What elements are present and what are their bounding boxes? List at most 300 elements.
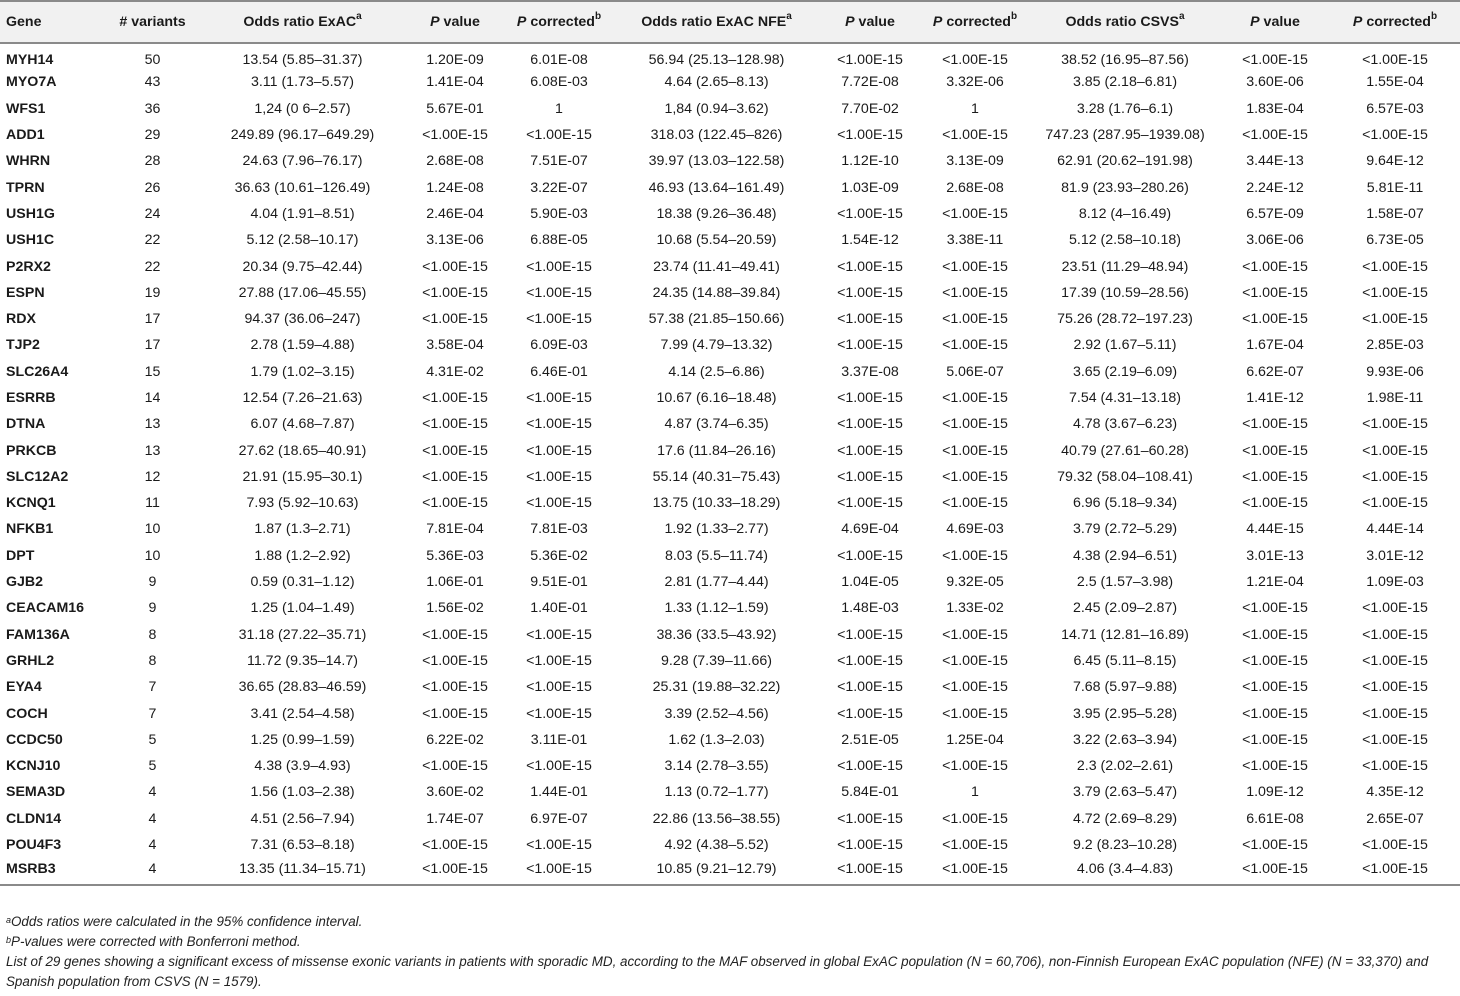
cell-p-corrected-exac: 7.51E-07 [530, 153, 588, 170]
cell-gene: KCNQ1 [6, 495, 56, 512]
header-variants: # variants [105, 1, 200, 43]
cell-p-corrected-csvs: <1.00E-15 [1362, 258, 1428, 275]
table-row [0, 464, 1460, 490]
cell-p-value-exac: 1.41E-04 [426, 74, 484, 91]
table-row [0, 516, 1460, 542]
cell-p-corrected-exac: 3.22E-07 [530, 179, 588, 196]
cell-p-corrected-nfe: 1 [971, 784, 979, 801]
table-row [0, 806, 1460, 832]
cell-p-value-nfe: 1.48E-03 [841, 600, 899, 617]
table-row [0, 43, 1460, 69]
cell-or-exac: 4.04 (1.91–8.51) [250, 205, 355, 222]
cell-or-exac: 1.79 (1.02–3.15) [250, 363, 355, 380]
cell-p-corrected-nfe: 4.69E-03 [946, 521, 1004, 538]
cell-p-corrected-exac: <1.00E-15 [526, 837, 592, 854]
cell-p-corrected-csvs: 2.85E-03 [1366, 337, 1424, 354]
header-p-rest: corrected [942, 14, 1011, 30]
cell-variants: 24 [144, 205, 161, 222]
cell-p-value-exac: <1.00E-15 [422, 442, 488, 459]
cell-p-corrected-exac: 7.81E-03 [530, 521, 588, 538]
cell-p-corrected-nfe: <1.00E-15 [942, 758, 1008, 775]
cell-p-value-nfe: 7.72E-08 [841, 74, 899, 91]
cell-p-value-exac: <1.00E-15 [422, 468, 488, 485]
cell-or-nfe: 13.75 (10.33–18.29) [652, 495, 781, 512]
cell-p-corrected-csvs: 1.58E-07 [1366, 205, 1424, 222]
cell-gene: DTNA [6, 416, 46, 433]
cell-p-value-csvs: <1.00E-15 [1242, 758, 1308, 775]
cell-gene: MSRB3 [0, 858, 105, 884]
table-row [0, 201, 1460, 227]
cell-or-exac: 94.37 (36.06–247) [244, 311, 361, 328]
table-row [0, 727, 1460, 753]
cell-or-exac: 36.63 (10.61–126.49) [234, 179, 371, 196]
cell-or-exac: 4.51 (2.56–7.94) [250, 810, 355, 827]
cell-p-value-exac: <1.00E-15 [422, 652, 488, 669]
cell-p-corrected-csvs: <1.00E-15 [1362, 442, 1428, 459]
cell-p-value-exac: <1.00E-15 [422, 705, 488, 722]
cell-p-value-exac: 7.81E-04 [426, 521, 484, 538]
table-row [0, 253, 1460, 279]
cell-or-csvs: 8.12 (4–16.49) [1078, 205, 1172, 222]
cell-or-csvs: 2.3 (2.02–2.61) [1076, 758, 1174, 775]
footnote-a-text: Odds ratios were calculated in the 95% confidence interval. [11, 914, 363, 929]
cell-p-value-exac: <1.00E-15 [422, 679, 488, 696]
cell-or-nfe: 25.31 (19.88–32.22) [652, 679, 781, 696]
table-row [0, 69, 1460, 95]
cell-p-corrected-nfe: <1.00E-15 [942, 205, 1008, 222]
cell-p-value-exac: 2.68E-08 [426, 153, 484, 170]
cell-p-value-csvs: <1.00E-15 [1242, 416, 1308, 433]
cell-p-corrected-csvs: <1.00E-15 [1362, 705, 1428, 722]
cell-p-corrected-csvs: <1.00E-15 [1362, 51, 1428, 68]
cell-p-corrected-exac: <1.00E-15 [526, 416, 592, 433]
cell-p-value-exac: 1.20E-09 [426, 51, 484, 68]
cell-or-nfe: 3.39 (2.52–4.56) [664, 705, 769, 722]
cell-gene: EYA4 [6, 679, 42, 696]
cell-or-nfe: 55.14 (40.31–75.43) [652, 468, 781, 485]
cell-or-nfe: 3.14 (2.78–3.55) [664, 758, 769, 775]
cell-or-csvs: 14.71 (12.81–16.89) [1061, 626, 1189, 643]
cell-p-corrected-exac: 3.11E-01 [530, 731, 588, 748]
cell-p-value-nfe: <1.00E-15 [837, 51, 903, 68]
table-row [0, 122, 1460, 148]
cell-p-corrected-nfe: <1.00E-15 [942, 652, 1008, 669]
cell-p-corrected-nfe: <1.00E-15 [942, 390, 1008, 406]
cell-p-corrected-exac: 9.51E-01 [530, 574, 588, 591]
cell-or-csvs: 3.28 (1.76–6.1) [1076, 100, 1174, 117]
cell-gene: POU4F3 [6, 837, 62, 854]
footnote-mark: b [1010, 11, 1018, 22]
table-body [0, 43, 1460, 885]
cell-p-value-nfe: 2.51E-05 [841, 731, 899, 748]
cell-variants: 36 [144, 100, 161, 117]
cell-or-csvs: 4.06 (3.4–4.83) [1030, 858, 1220, 884]
cell-p-value-csvs: 1.83E-04 [1246, 100, 1304, 117]
table-footnotes [6, 912, 1456, 992]
cell-p-corrected-nfe: <1.00E-15 [942, 468, 1008, 485]
cell-p-value-nfe: 1.54E-12 [841, 232, 899, 249]
cell-p-value-csvs: <1.00E-15 [1242, 127, 1308, 144]
cell-or-nfe: 22.86 (13.56–38.55) [652, 810, 781, 827]
cell-p-corrected-csvs: <1.00E-15 [1330, 858, 1460, 884]
cell-p-corrected-nfe: <1.00E-15 [942, 258, 1008, 275]
header-p-rest: value [1259, 14, 1300, 30]
cell-gene: DPT [6, 547, 35, 564]
table-header [0, 1, 1460, 43]
cell-or-exac: 11.72 (9.35–14.7) [247, 652, 358, 669]
header-p-letter: P [932, 14, 943, 30]
cell-or-csvs: 3.85 (2.18–6.81) [1072, 74, 1178, 91]
table-row [0, 674, 1460, 700]
cell-p-corrected-exac: 1 [555, 100, 563, 117]
footnote-mark: b [6, 935, 12, 945]
cell-p-value-csvs: <1.00E-15 [1242, 442, 1308, 459]
cell-p-corrected-csvs: 4.44E-14 [1366, 521, 1424, 538]
header-p-corrected-nfe [920, 1, 1030, 43]
table-row [0, 174, 1460, 200]
cell-gene: USH1G [6, 205, 55, 222]
cell-or-exac: 21.91 (15.95–30.1) [242, 468, 363, 485]
cell-p-corrected-nfe: <1.00E-15 [942, 442, 1008, 459]
cell-variants: 22 [144, 232, 161, 249]
header-row [0, 1, 1460, 43]
cell-variants: 4 [105, 858, 200, 884]
cell-variants: 11 [145, 495, 160, 512]
cell-p-corrected-exac: 6.08E-03 [530, 74, 588, 91]
cell-p-corrected-csvs: <1.00E-15 [1362, 495, 1428, 512]
cell-p-corrected-nfe: 2.68E-08 [946, 179, 1004, 196]
cell-or-csvs: 75.26 (28.72–197.23) [1057, 311, 1193, 328]
cell-p-value-nfe: <1.00E-15 [837, 127, 903, 144]
cell-p-corrected-csvs: 9.64E-12 [1366, 153, 1424, 170]
cell-variants: 7 [148, 705, 157, 722]
cell-gene: GJB2 [6, 574, 44, 591]
cell-or-exac: 1.25 (0.99–1.59) [250, 731, 355, 748]
cell-or-exac: 249.89 (96.17–649.29) [230, 127, 375, 144]
cell-variants: 22 [144, 258, 161, 275]
cell-variants: 10 [144, 547, 161, 564]
cell-p-corrected-csvs: <1.00E-15 [1362, 127, 1428, 144]
cell-or-nfe: 46.93 (13.64–161.49) [648, 179, 785, 196]
cell-p-corrected-nfe: <1.00E-15 [942, 284, 1008, 301]
cell-p-value-csvs: 2.24E-12 [1246, 179, 1304, 196]
cell-gene: MYH14 [6, 51, 54, 68]
cell-or-exac: 1,24 (0 6–2.57) [254, 100, 351, 117]
cell-or-nfe: 9.28 (7.39–11.66) [661, 652, 772, 669]
cell-gene: PRKCB [6, 442, 57, 459]
cell-p-value-nfe: <1.00E-15 [837, 442, 903, 459]
cell-or-nfe: 318.03 (122.45–826) [650, 127, 783, 144]
cell-variants: 8 [148, 652, 157, 669]
header-p-value-exac [405, 1, 505, 43]
cell-p-value-exac: 6.22E-02 [426, 731, 484, 748]
header-p-letter: P [1250, 14, 1260, 30]
cell-p-value-exac: <1.00E-15 [422, 127, 488, 144]
cell-p-corrected-nfe: <1.00E-15 [942, 416, 1008, 433]
cell-gene: TPRN [6, 179, 45, 196]
cell-variants: 17 [144, 337, 161, 354]
cell-or-nfe: 4.87 (3.74–6.35) [664, 416, 769, 433]
cell-or-nfe: 4.92 (4.38–5.52) [664, 837, 769, 854]
cell-p-corrected-csvs: <1.00E-15 [1362, 837, 1428, 854]
cell-or-csvs: 4.78 (3.67–6.23) [1072, 416, 1178, 433]
cell-p-corrected-exac: <1.00E-15 [526, 390, 592, 406]
cell-or-nfe: 1.92 (1.33–2.77) [664, 521, 769, 538]
cell-p-value-csvs: <1.00E-15 [1242, 652, 1308, 669]
cell-variants: 15 [144, 363, 161, 380]
cell-gene: MYO7A [6, 74, 57, 91]
header-p-corrected-exac [505, 1, 613, 43]
cell-p-value-exac: 5.36E-03 [426, 547, 484, 564]
cell-p-value-csvs: <1.00E-15 [1242, 600, 1308, 617]
footnote-b [6, 932, 1456, 952]
cell-p-corrected-exac: 1.40E-01 [530, 600, 588, 617]
cell-p-corrected-exac: 1.44E-01 [530, 784, 588, 801]
cell-gene: P2RX2 [6, 258, 51, 275]
cell-or-csvs: 6.45 (5.11–8.15) [1073, 652, 1177, 669]
cell-or-csvs: 3.79 (2.63–5.47) [1072, 784, 1178, 801]
cell-or-nfe: 1.13 (0.72–1.77) [664, 784, 769, 801]
cell-or-exac: 27.88 (17.06–45.55) [238, 284, 367, 301]
cell-p-value-nfe: <1.00E-15 [837, 311, 903, 328]
cell-p-corrected-nfe: 1 [971, 100, 979, 117]
table-row [0, 306, 1460, 332]
cell-p-corrected-nfe: <1.00E-15 [942, 127, 1008, 144]
cell-p-value-exac: <1.00E-15 [422, 837, 488, 854]
cell-p-value-nfe: 1.12E-10 [841, 153, 899, 170]
cell-variants: 29 [144, 127, 161, 144]
cell-or-nfe: 2.81 (1.77–4.44) [664, 574, 769, 591]
cell-or-csvs: 3.65 (2.19–6.09) [1072, 363, 1178, 380]
cell-or-nfe: 57.38 (21.85–150.66) [648, 311, 785, 328]
footnote-b-text: P-values were corrected with Bonferroni method. [11, 934, 301, 949]
cell-or-nfe: 1.33 (1.12–1.59) [664, 600, 769, 617]
cell-p-value-nfe: <1.00E-15 [837, 337, 903, 354]
cell-gene: SEMA3D [6, 784, 66, 801]
header-p-letter: P [430, 14, 440, 30]
cell-p-value-csvs: 6.57E-09 [1246, 205, 1304, 222]
header-p-value-csvs [1220, 1, 1330, 43]
cell-or-exac: 12.54 (7.26–21.63) [242, 390, 363, 406]
cell-p-corrected-csvs: <1.00E-15 [1362, 311, 1428, 328]
cell-p-value-nfe: 1.04E-05 [841, 574, 899, 591]
cell-or-csvs: 38.52 (16.95–87.56) [1061, 51, 1189, 68]
cell-gene: WFS1 [6, 100, 46, 117]
cell-or-exac: 2.78 (1.59–4.88) [250, 337, 355, 354]
header-gene: Gene [0, 1, 105, 43]
header-or-csvs [1030, 1, 1220, 43]
cell-gene: GRHL2 [6, 652, 55, 669]
cell-p-value-csvs: <1.00E-15 [1242, 51, 1308, 68]
cell-or-nfe: 56.94 (25.13–128.98) [648, 51, 785, 68]
cell-or-nfe: 7.99 (4.79–13.32) [660, 337, 773, 354]
cell-or-csvs: 81.9 (23.93–280.26) [1061, 179, 1189, 196]
cell-or-exac: 24.63 (7.96–76.17) [242, 153, 363, 170]
cell-p-corrected-exac: <1.00E-15 [526, 311, 592, 328]
table-row [0, 332, 1460, 358]
cell-p-value-exac: <1.00E-15 [422, 495, 488, 512]
cell-p-value-exac: <1.00E-15 [422, 311, 488, 328]
cell-p-value-exac: <1.00E-15 [422, 284, 488, 301]
cell-p-value-nfe: 5.84E-01 [841, 784, 899, 801]
cell-or-exac: 31.18 (27.22–35.71) [238, 626, 367, 643]
cell-p-value-csvs: 3.60E-06 [1246, 74, 1304, 91]
cell-p-value-exac: 2.46E-04 [426, 205, 484, 222]
header-or-exac [200, 1, 405, 43]
cell-p-corrected-csvs: <1.00E-15 [1362, 600, 1428, 617]
cell-or-csvs: 2.92 (1.67–5.11) [1073, 337, 1177, 354]
cell-variants: 4 [148, 837, 157, 854]
table-row [0, 490, 1460, 516]
cell-p-value-csvs: <1.00E-15 [1220, 858, 1330, 884]
cell-gene: ADD1 [6, 127, 45, 144]
cell-p-corrected-exac: <1.00E-15 [526, 652, 592, 669]
cell-p-corrected-csvs: <1.00E-15 [1362, 626, 1428, 643]
cell-p-corrected-nfe: 3.32E-06 [946, 74, 1004, 91]
cell-p-value-nfe: <1.00E-15 [837, 468, 903, 485]
cell-or-exac: 1.25 (1.04–1.49) [250, 600, 355, 617]
cell-variants: 9 [148, 574, 157, 591]
cell-or-exac: 27.62 (18.65–40.91) [238, 442, 367, 459]
cell-p-corrected-csvs: <1.00E-15 [1362, 731, 1428, 748]
cell-variants: 43 [144, 74, 161, 91]
table-row [0, 595, 1460, 621]
header-p-value-nfe [820, 1, 920, 43]
cell-p-value-exac: 3.13E-06 [426, 232, 484, 249]
cell-p-corrected-exac: 6.09E-03 [530, 337, 588, 354]
table-row [0, 779, 1460, 805]
cell-p-corrected-csvs: <1.00E-15 [1362, 679, 1428, 696]
cell-p-corrected-csvs: 2.65E-07 [1366, 810, 1424, 827]
cell-p-value-nfe: <1.00E-15 [837, 205, 903, 222]
cell-p-corrected-csvs: 4.35E-12 [1366, 784, 1424, 801]
header-p-rest: value [439, 14, 480, 30]
footnote-mark: b [1430, 11, 1438, 22]
cell-p-value-nfe: <1.00E-15 [837, 284, 903, 301]
cell-p-value-exac: <1.00E-15 [422, 416, 488, 433]
cell-p-value-csvs: <1.00E-15 [1242, 468, 1308, 485]
cell-p-value-nfe: <1.00E-15 [837, 547, 903, 564]
cell-or-exac: 6.07 (4.68–7.87) [250, 416, 355, 433]
table-row [0, 832, 1460, 858]
cell-p-corrected-csvs: 9.93E-06 [1366, 363, 1424, 380]
cell-p-corrected-exac: <1.00E-15 [505, 858, 613, 884]
cell-variants: 14 [144, 390, 161, 406]
header-or-csvs-text: Odds ratio CSVS [1065, 14, 1179, 30]
cell-p-corrected-exac: 5.90E-03 [530, 205, 588, 222]
cell-variants: 5 [148, 731, 157, 748]
cell-or-nfe: 17.6 (11.84–26.16) [657, 442, 776, 459]
footnote-mark: a [6, 915, 12, 925]
cell-p-value-csvs: <1.00E-15 [1242, 284, 1308, 301]
cell-p-value-csvs: <1.00E-15 [1242, 626, 1308, 643]
cell-p-value-csvs: 6.62E-07 [1246, 363, 1304, 380]
cell-variants: 10 [144, 521, 161, 538]
cell-gene: WHRN [6, 153, 51, 170]
cell-or-csvs: 7.68 (5.97–9.88) [1072, 679, 1178, 696]
cell-or-exac: 13.35 (11.34–15.71) [200, 858, 405, 884]
cell-or-csvs: 40.79 (27.61–60.28) [1061, 442, 1189, 459]
cell-p-value-nfe: 1.03E-09 [841, 179, 899, 196]
cell-p-corrected-csvs: 6.57E-03 [1366, 100, 1424, 117]
cell-variants: 13 [144, 442, 161, 459]
cell-p-corrected-csvs: <1.00E-15 [1362, 652, 1428, 669]
cell-or-exac: 13.54 (5.85–31.37) [242, 51, 363, 68]
cell-p-corrected-csvs: 1.09E-03 [1366, 574, 1424, 591]
cell-or-nfe: 23.74 (11.41–49.41) [653, 258, 780, 275]
cell-p-value-exac: 5.67E-01 [426, 100, 484, 117]
cell-or-csvs: 747.23 (287.95–1939.08) [1045, 127, 1205, 144]
cell-p-value-nfe: <1.00E-15 [837, 705, 903, 722]
cell-p-value-exac: <1.00E-15 [422, 758, 488, 775]
cell-or-nfe: 38.36 (33.5–43.92) [656, 626, 777, 643]
cell-p-corrected-exac: <1.00E-15 [526, 442, 592, 459]
cell-p-value-exac: 3.58E-04 [426, 337, 484, 354]
cell-p-value-csvs: <1.00E-15 [1242, 705, 1308, 722]
table-row [0, 411, 1460, 437]
cell-gene: KCNJ10 [6, 758, 61, 775]
cell-or-csvs: 79.32 (58.04–108.41) [1057, 468, 1193, 485]
cell-p-corrected-exac: 5.36E-02 [530, 547, 588, 564]
cell-or-nfe: 24.35 (14.88–39.84) [652, 284, 781, 301]
cell-p-value-nfe: <1.00E-15 [820, 858, 920, 884]
cell-variants: 12 [144, 468, 161, 485]
cell-p-corrected-nfe: <1.00E-15 [942, 837, 1008, 854]
cell-or-nfe: 4.14 (2.5–6.86) [668, 363, 765, 380]
cell-p-corrected-exac: <1.00E-15 [526, 258, 592, 275]
cell-p-value-exac: <1.00E-15 [422, 258, 488, 275]
cell-p-corrected-nfe: <1.00E-15 [942, 547, 1008, 564]
cell-p-corrected-exac: <1.00E-15 [526, 495, 592, 512]
cell-variants: 8 [148, 626, 157, 643]
cell-gene: FAM136A [6, 626, 70, 643]
cell-p-corrected-exac: 6.46E-01 [530, 363, 588, 380]
table-row [0, 858, 1460, 884]
header-p-letter: P [845, 14, 855, 30]
cell-p-corrected-csvs: <1.00E-15 [1362, 284, 1428, 301]
cell-p-value-nfe: <1.00E-15 [837, 837, 903, 854]
cell-or-exac: 7.31 (6.53–8.18) [250, 837, 355, 854]
cell-gene: ESPN [6, 284, 45, 301]
cell-or-exac: 7.93 (5.92–10.63) [246, 495, 359, 512]
cell-p-value-exac: 1.74E-07 [426, 810, 484, 827]
cell-p-corrected-csvs: 1.55E-04 [1366, 74, 1424, 91]
cell-or-exac: 20.34 (9.75–42.44) [242, 258, 363, 275]
cell-p-value-nfe: <1.00E-15 [837, 390, 903, 406]
cell-p-corrected-exac: <1.00E-15 [526, 626, 592, 643]
cell-gene: CLDN14 [6, 810, 62, 827]
cell-p-value-csvs: <1.00E-15 [1242, 679, 1308, 696]
cell-p-corrected-nfe: <1.00E-15 [942, 679, 1008, 696]
cell-p-value-nfe: <1.00E-15 [837, 758, 903, 775]
footnote-mark: b [594, 11, 602, 22]
cell-p-value-csvs: 6.61E-08 [1246, 810, 1304, 827]
header-p-rest: value [854, 14, 895, 30]
cell-p-value-csvs: 3.01E-13 [1246, 547, 1304, 564]
cell-or-exac: 0.59 (0.31–1.12) [250, 574, 355, 591]
cell-p-corrected-exac: <1.00E-15 [526, 468, 592, 485]
cell-or-csvs: 4.72 (2.69–8.29) [1072, 810, 1178, 827]
cell-p-value-exac: 1.06E-01 [426, 574, 484, 591]
cell-gene: CEACAM16 [6, 600, 85, 617]
table-row [0, 148, 1460, 174]
cell-p-corrected-csvs: 5.81E-11 [1366, 179, 1424, 196]
cell-variants: 13 [144, 416, 161, 433]
cell-variants: 26 [144, 179, 161, 196]
cell-or-nfe: 10.68 (5.54–20.59) [656, 232, 777, 249]
cell-p-value-csvs: 3.06E-06 [1246, 232, 1304, 249]
cell-p-value-nfe: 4.69E-04 [841, 521, 899, 538]
